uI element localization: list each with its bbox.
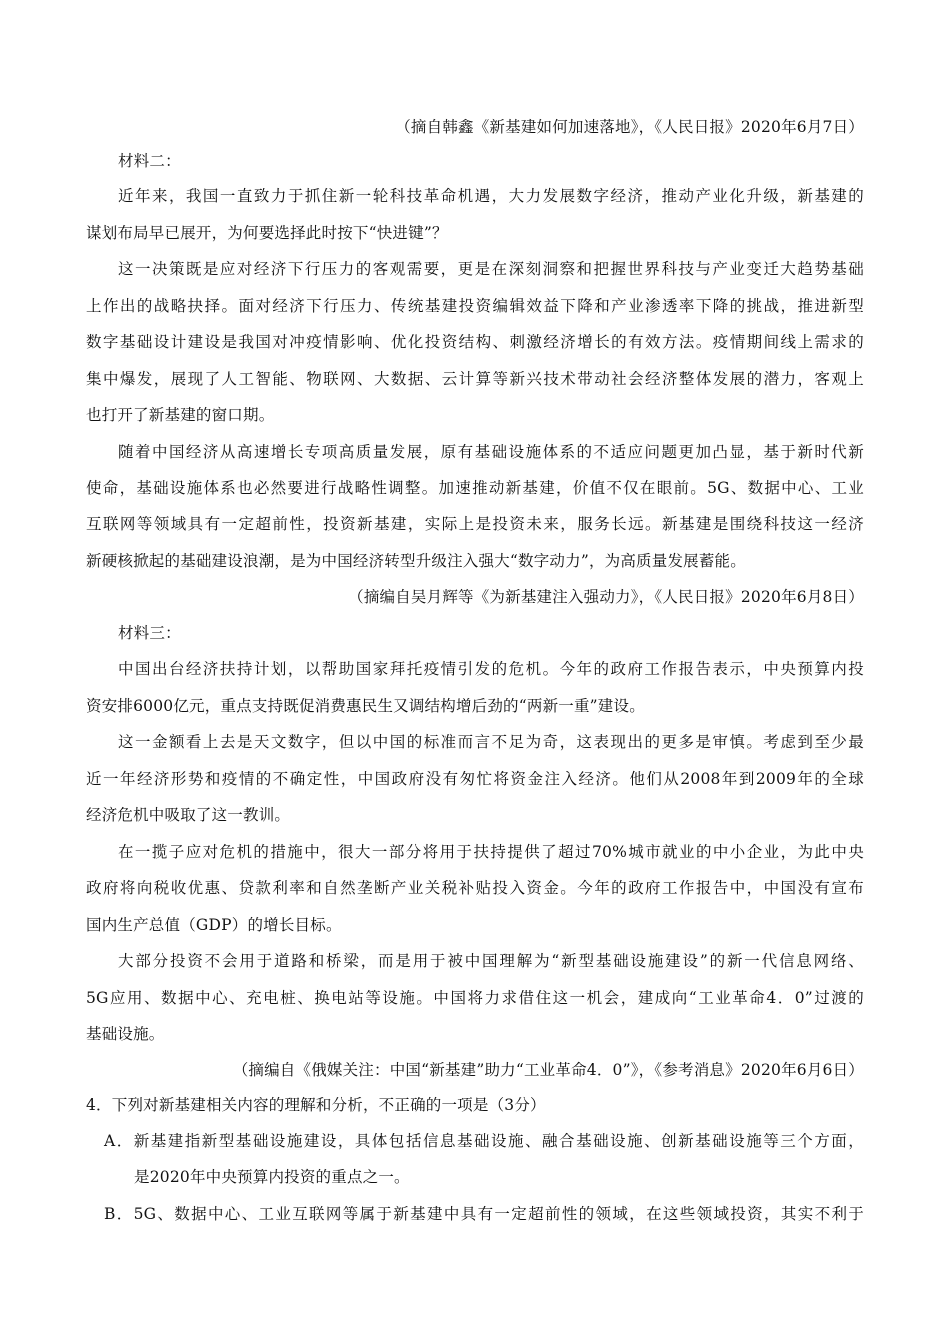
- paragraph-line: 也打开了新基建的窗口期。: [86, 406, 275, 424]
- option-a-continued: 是2020年中央预算内投资的重点之一。: [134, 1168, 410, 1186]
- section-heading-material-3: 材料三：: [118, 624, 181, 642]
- paragraph-line: 数字基础设计建设是我国对冲疫情影响、优化投资结构、刺激经济增长的有效方法。疫情期间线上需求的: [86, 333, 864, 351]
- paragraph-line: 经济危机中吸取了这一教训。: [86, 806, 291, 824]
- source-citation-2: （摘编自吴月辉等《为新基建注入强动力》，《人民日报》2020年6月8日）: [348, 588, 864, 606]
- section-heading-material-2: 材料二：: [118, 152, 181, 170]
- paragraph-line: 基础设施。: [86, 1025, 165, 1043]
- paragraph-line: 5G应用、数据中心、充电桩、换电站等设施。中国将力求借住这一机会，建成向“工业革命4．0”过渡的: [86, 989, 864, 1007]
- paragraph-line: 中国出台经济扶持计划，以帮助国家拜托疫情引发的危机。今年的政府工作报告表示，中央预算内投: [118, 660, 864, 678]
- paragraph-line: 这一决策既是应对经济下行压力的客观需要，更是在深刻洞察和把握世界科技与产业变迁大趋势基础: [118, 260, 864, 278]
- paragraph-line: 使命，基础设施体系也必然要进行战略性调整。加速推动新基建，价值不仅在眼前。5G、数据中心、工业: [86, 479, 864, 497]
- paragraph-line: 这一金额看上去是天文数字，但以中国的标准而言不足为奇，这表现出的更多是审慎。考虑到至少最: [118, 733, 864, 751]
- paragraph-line: 近年来，我国一直致力于抓住新一轮科技革命机遇，大力发展数字经济，推动产业化升级，新基建的: [118, 187, 864, 205]
- paragraph-line: 政府将向税收优惠、贷款利率和自然垄断产业关税补贴投入资金。今年的政府工作报告中，中国没有宣布: [86, 879, 864, 897]
- source-citation-3: （摘编自《俄媒关注：中国“新基建”助力“工业革命4．0”》，《参考消息》2020年6月6日）: [232, 1061, 864, 1079]
- paragraph-line: 集中爆发，展现了人工智能、物联网、大数据、云计算等新兴技术带动社会经济整体发展的潜力，客观上: [86, 370, 864, 388]
- source-citation-1: （摘自韩鑫《新基建如何加速落地》，《人民日报》2020年6月7日）: [395, 118, 864, 136]
- paragraph-line: 资安排6000亿元，重点支持既促消费惠民生又调结构增后劲的“两新一重”建设。: [86, 697, 645, 715]
- paragraph-line: 新硬核掀起的基础建设浪潮，是为中国经济转型升级注入强大“数字动力”，为高质量发展蓄能。: [86, 552, 746, 570]
- option-a: A．新基建指新型基础设施建设，具体包括信息基础设施、融合基础设施、创新基础设施等三个方面，: [104, 1132, 864, 1150]
- paragraph-line: 谋划布局早已展开，为何要选择此时按下“快进键”？: [86, 224, 448, 242]
- paragraph-line: 随着中国经济从高速增长专项高质量发展，原有基础设施体系的不适应问题更加凸显，基于新时代新: [118, 443, 864, 461]
- question-4-stem: 4．下列对新基建相关内容的理解和分析，不正确的一项是（3分）: [86, 1096, 546, 1114]
- paragraph-line: 互联网等领域具有一定超前性，投资新基建，实际上是投资未来，服务长远。新基建是围绕科技这一经济: [86, 515, 864, 533]
- option-b: B．5G、数据中心、工业互联网等属于新基建中具有一定超前性的领域，在这些领域投资，其实不利于: [104, 1205, 864, 1223]
- paragraph-line: 在一揽子应对危机的措施中，很大一部分将用于扶持提供了超过70%城市就业的中小企业，为此中央: [118, 843, 864, 861]
- paragraph-line: 国内生产总值（GDP）的增长目标。: [86, 916, 342, 934]
- paragraph-line: 大部分投资不会用于道路和桥梁，而是用于被中国理解为“新型基础设施建设”的新一代信息网络、: [118, 952, 864, 970]
- paragraph-line: 近一年经济形势和疫情的不确定性，中国政府没有匆忙将资金注入经济。他们从2008年到2009年的全球: [86, 770, 864, 788]
- paragraph-line: 上作出的战略抉择。面对经济下行压力、传统基建投资编辑效益下降和产业渗透率下降的挑战，推进新型: [86, 297, 864, 315]
